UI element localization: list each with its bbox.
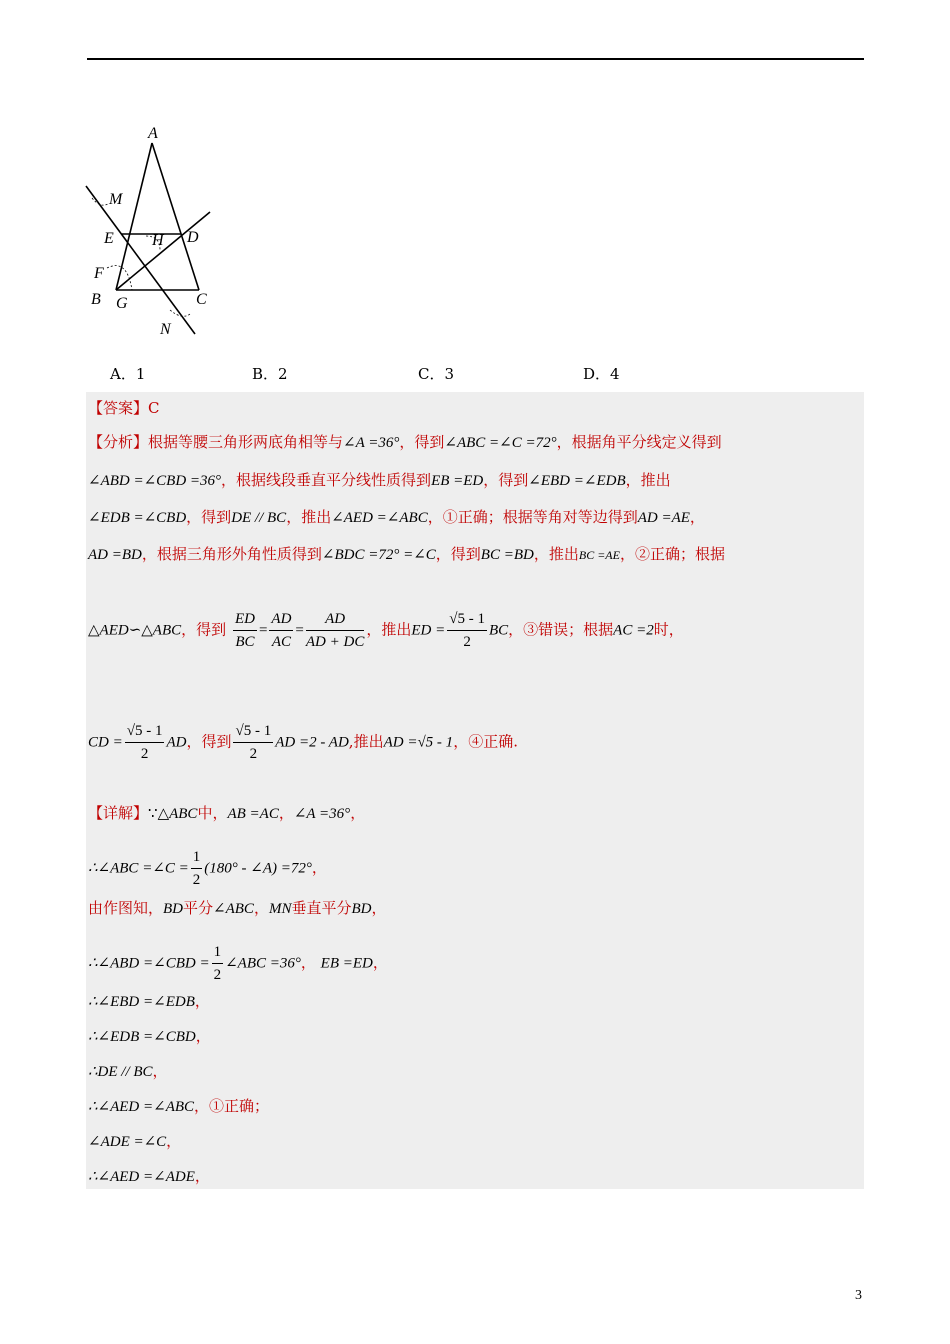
numerator: 1 — [191, 846, 203, 869]
math: BD — [163, 901, 184, 917]
choice-c[interactable]: C．3 — [418, 365, 455, 383]
numerator: 1 — [212, 941, 224, 964]
text: 时， — [653, 620, 684, 639]
fraction — [306, 608, 364, 653]
choice-d[interactable]: D．4 — [583, 365, 620, 383]
text: ， — [371, 899, 387, 917]
text: ， — [311, 858, 327, 877]
answer-tag: 【答案】 — [88, 399, 149, 417]
text: 中， — [197, 804, 228, 822]
text: ， — [689, 508, 705, 526]
analysis-line-4 — [88, 544, 725, 565]
text: ，①正确；根据等角对等边得到 — [427, 508, 638, 526]
answer-choices — [0, 363, 950, 383]
text: ， — [152, 1062, 168, 1080]
detail-line-1 — [88, 803, 365, 824]
label-n: N — [160, 321, 171, 338]
fraction — [233, 608, 257, 653]
answer-line — [88, 398, 160, 418]
denominator: BC — [235, 634, 255, 650]
text: ，④正确. — [453, 732, 518, 751]
text: ， — [350, 804, 366, 822]
math: △ABC — [157, 806, 198, 822]
perpendicular-bisector-mn — [86, 186, 195, 334]
math: ∠ABC =∠C =72° — [444, 435, 557, 451]
math: EB =ED — [431, 473, 484, 489]
math: ED = — [411, 622, 446, 639]
detail-tag: 【详解】 — [88, 804, 149, 822]
fraction — [233, 720, 273, 765]
denominator: AD + DC — [305, 634, 365, 650]
text: ，①正确； — [194, 1097, 270, 1115]
text: ，得到 — [186, 508, 232, 526]
text: ， — [166, 1132, 182, 1150]
math: ∠AED =∠ABC — [331, 510, 428, 526]
detail-line-3 — [88, 898, 386, 919]
text: ，得到 — [181, 620, 227, 639]
numerator: √5 - 1 — [125, 720, 165, 743]
math: BC — [488, 622, 509, 639]
analysis-line-2 — [88, 470, 671, 491]
choice-b[interactable]: B．2 — [252, 365, 288, 383]
math: ∴∠AED =∠ABC — [88, 1099, 195, 1115]
numerator: AD — [269, 608, 293, 631]
math: AD =√5 - 1 — [383, 734, 454, 751]
header-rule — [87, 58, 864, 60]
math: BC =BD — [480, 547, 534, 563]
fraction — [269, 608, 293, 653]
math: = — [295, 622, 304, 639]
math: ∠ABC =36° — [225, 955, 301, 972]
math: ∴∠AED =∠ADE — [88, 1169, 195, 1185]
math: ∠A =36° — [293, 806, 351, 822]
text: 平分 — [183, 899, 214, 917]
math: MN — [268, 901, 292, 917]
analysis-line-6 — [88, 720, 518, 765]
text: ，得到 — [435, 545, 481, 563]
math: AD =AE — [637, 510, 690, 526]
math: DE // BC — [231, 510, 287, 526]
math: AB =AC — [227, 806, 279, 822]
segment-ac — [152, 143, 199, 290]
math: ∠EBD =∠EDB — [528, 473, 626, 489]
text: ，得到 — [399, 433, 445, 451]
label-g: G — [116, 295, 128, 312]
numerator: √5 - 1 — [447, 608, 487, 631]
math: △AED∽△ABC — [88, 622, 182, 639]
text: ，②正确；根据 — [619, 545, 725, 563]
math: CD = — [88, 734, 123, 751]
denominator: 2 — [463, 634, 471, 650]
label-f: F — [94, 265, 104, 282]
text: ，推出 — [286, 508, 332, 526]
denominator: 2 — [249, 746, 258, 762]
label-c: C — [196, 291, 207, 308]
math: AC =2 — [613, 622, 654, 639]
text: ， — [253, 899, 269, 917]
fraction — [212, 941, 224, 986]
detail-line-10 — [88, 1166, 210, 1187]
detail-line-7 — [88, 1061, 168, 1082]
text: 垂直平分 — [291, 899, 352, 917]
text: ， — [194, 992, 210, 1010]
text: ，根据线段垂直平分线性质得到 — [221, 471, 432, 489]
text: ，根据角平分线定义得到 — [556, 433, 722, 451]
math: ∴∠ABD =∠CBD = — [88, 955, 210, 972]
detail-line-4 — [88, 941, 388, 986]
analysis-line-5 — [88, 608, 684, 653]
denominator: 2 — [140, 746, 149, 762]
geometry-figure — [82, 118, 222, 340]
math: ∠ABC — [213, 901, 254, 917]
label-b: B — [91, 291, 101, 308]
numerator: ED — [233, 608, 257, 631]
math: = — [258, 622, 268, 639]
detail-line-9 — [88, 1131, 181, 1152]
math: ∠A =36° — [343, 435, 400, 451]
text: ,推出 — [348, 732, 384, 751]
math: AD — [166, 734, 187, 751]
text: ，③错误；根据 — [508, 620, 614, 639]
math: AD =2 - AD — [275, 734, 349, 751]
text: ，推出 — [533, 545, 579, 563]
numerator: √5 - 1 — [233, 720, 273, 743]
detail-line-5 — [88, 991, 210, 1012]
text: ， — [372, 953, 388, 972]
math: ∴DE // BC — [88, 1064, 153, 1080]
math: ∠EDB =∠CBD — [88, 510, 187, 526]
math: ∠BDC =72° =∠C — [321, 547, 436, 563]
math: ∠ADE =∠C — [88, 1134, 167, 1150]
math: ∴∠EBD =∠EDB — [88, 994, 195, 1010]
denominator: 2 — [192, 872, 201, 888]
math: EB =ED — [320, 955, 373, 972]
fraction — [447, 608, 487, 653]
label-m: M — [109, 191, 123, 208]
denominator: AC — [271, 634, 291, 650]
text: 由作图知， — [88, 899, 164, 917]
text: 根据等腰三角形两底角相等与 — [148, 433, 344, 451]
text: ，推出 — [625, 471, 671, 489]
text: ， — [195, 1027, 211, 1045]
math: ∴∠ABC =∠C = — [88, 860, 189, 877]
denominator: 2 — [213, 967, 222, 983]
page-number: 3 — [855, 1288, 862, 1303]
label-e: E — [104, 230, 114, 247]
analysis-line-1 — [88, 432, 722, 453]
math: ∴∠EDB =∠CBD — [88, 1029, 196, 1045]
label-d: D — [187, 229, 199, 246]
math: ∠ABD =∠CBD =36° — [88, 473, 222, 489]
text: ，推出 — [366, 620, 412, 639]
math: BC =AE — [578, 548, 620, 562]
text: ，根据三角形外角性质得到 — [141, 545, 322, 563]
label-a: A — [148, 125, 158, 142]
math: (180° - ∠A) =72° — [204, 860, 312, 877]
detail-line-6 — [88, 1026, 211, 1047]
numerator: AD — [306, 608, 364, 631]
choice-a[interactable]: A．1 — [110, 365, 146, 383]
label-h: H — [152, 232, 164, 249]
fraction — [191, 846, 203, 891]
analysis-tag: 【分析】 — [88, 433, 149, 451]
answer-value: C — [148, 399, 160, 417]
math: AD =BD — [88, 547, 142, 563]
fraction — [125, 720, 165, 765]
detail-line-2 — [88, 846, 327, 891]
text: ， — [278, 804, 294, 822]
text: ，得到 — [483, 471, 529, 489]
text: ， — [300, 953, 316, 972]
math: ∵ — [148, 806, 158, 822]
math: BD — [351, 901, 372, 917]
text: ， — [194, 1167, 210, 1185]
analysis-line-3 — [88, 507, 705, 528]
detail-line-8 — [88, 1096, 269, 1117]
text: ，得到 — [186, 732, 232, 751]
